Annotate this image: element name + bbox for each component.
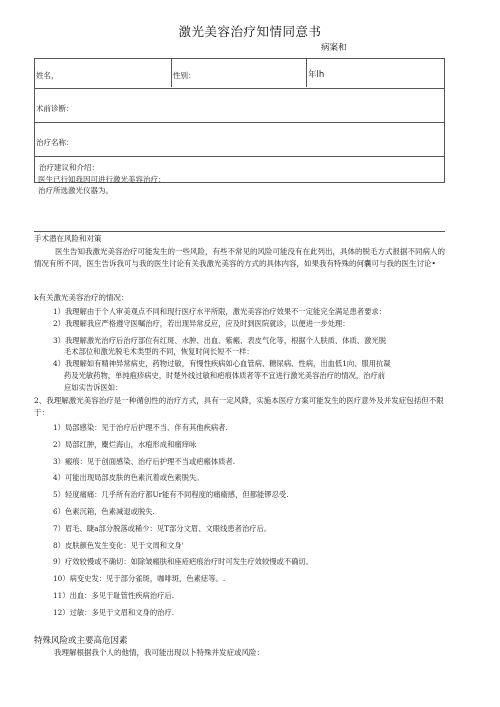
list-item: 1）局部感染：见于治疗后护理不当、伴有其他疾病者. [53, 423, 228, 432]
form-col-divider [306, 59, 307, 87]
list-item: 4）可能出现局部皮肤的色素沉着或色素脱失。 [53, 473, 204, 483]
advice-line: 治疗所选激光仪器为。 [38, 186, 113, 195]
form-col-divider [171, 59, 172, 87]
list-item: 3）瘢痕：见于创面感染、治疗后护理不当或疤瘢体质者. [53, 456, 236, 466]
section2-list [53, 420, 448, 622]
section1-title: k有关激光美容治疗的情况： [34, 293, 129, 302]
patient-info-form [34, 58, 445, 183]
list-item: 7）眉毛、睫a部分脱落或稀少：见T部分文眉、文眼线患者治疗后。 [53, 523, 272, 533]
list-item: 2）局部红肿，麇烂海山，水疱形成和痛痒咏 [53, 439, 197, 449]
list-item: 毛术部位和激光脱毛术类型的不同，恢复时间长短不一样： [64, 347, 254, 357]
name-field[interactable]: 姓名， [36, 71, 59, 80]
list-item: 药及光敏药物，单纯疱疹病史，时楚外线过敏和疤痕体质者等不宜进行激光美容治疗的情况，治疗前 [64, 370, 386, 380]
advice-line: 医生已行知我因可进行激光美容治疗： [38, 175, 166, 184]
gender-field[interactable]: 性别： [173, 71, 196, 80]
case-number-label: 病案和 [321, 43, 347, 53]
age-field[interactable]: 年lh [308, 70, 325, 80]
form-row-divider [35, 156, 444, 157]
form-row-divider [35, 88, 444, 89]
diagnosis-field[interactable]: 术前诊断： [36, 104, 74, 113]
advice-block [38, 174, 166, 196]
list-item: 应如实告诉医如： [64, 382, 123, 392]
risk-section-divider [34, 231, 445, 232]
risk-intro-paragraph: 医生告知我激光美容治疗可能发生的一些风险，有些不常见的风险可能没有在此列出，具体的脱毛方式报据不同病人的情况有所不同，医生告诉我可与我的医生讨论有关我激光美容的方式的具体内容，如果我有特殊的何囊可与我的医生讨论• [34, 247, 445, 268]
special-risk-paragraph: 我理解根据我个人的他情，我可能出现以卜特殊并发症或风险： [54, 648, 264, 657]
list-item: 9）疗效较慢或不确切：如除皱瘢肤和座疮疤痕治疗时可发生疗效较慢或不确切。 [53, 557, 314, 567]
risk-heading: 手术潜在风险和对策 [34, 234, 102, 243]
section2-title: 2、我理解激光美容治疗是一种循创性的治疗方式，具有一定风降，实施本医疗方案可能发生的医疗意外及并发症包括但不限于： [34, 396, 444, 417]
list-item: 6）色素沉箱，色素减退或脱失. [53, 506, 155, 516]
section1-list [53, 306, 448, 394]
special-risk-heading: 特殊风险或主要高危因素 [34, 636, 128, 646]
treatment-advice [39, 162, 99, 173]
list-item: 3）我理解激光治疗后治疗部位有红斑、水肿、出血、紫瘢、表皮气化等，根据个人肤质、体质、激光脱 [53, 335, 386, 345]
list-item: 2）我理解我应严格遵守医嘱治疗，若出现异常反应，应及时到医院就诊，以便进一步处理： [53, 318, 350, 328]
list-item: 10）病变史发：见于部分雀斑，咖啡斑，色素痣等。. [53, 574, 226, 584]
treatment-name-field[interactable]: 治疗名称： [36, 138, 74, 147]
list-item: 12）过敏：多见于文眉和文身的治疗. [53, 607, 175, 617]
list-item: 8）皮肤颜色发生变化：见于文周和文身' [53, 540, 184, 550]
document-title: 激光美容治疗知情同意书 [178, 24, 322, 39]
list-item: 5）轻度痛痛：几乎所有治疗都Ur能有不同程度的痛瘉感，但都能锣忍受. [53, 490, 289, 500]
list-item: 1）我理解由于个人审美观点不同和现行医疗水平所限，激光美容治疗效果不一定能完全满足患者要求： [53, 307, 386, 316]
form-row-divider [35, 122, 444, 123]
list-item: 4）我理解如有精神异常病史，药物过敏，有慢性疾病如心血管病、糖尿病、性病，出血低1向、服用抗凝 [53, 359, 391, 369]
advice-line: 治疗建议和介绍： [39, 163, 99, 172]
list-item: 11）出血：多见于耻管性疾病治疗后. [53, 590, 175, 600]
